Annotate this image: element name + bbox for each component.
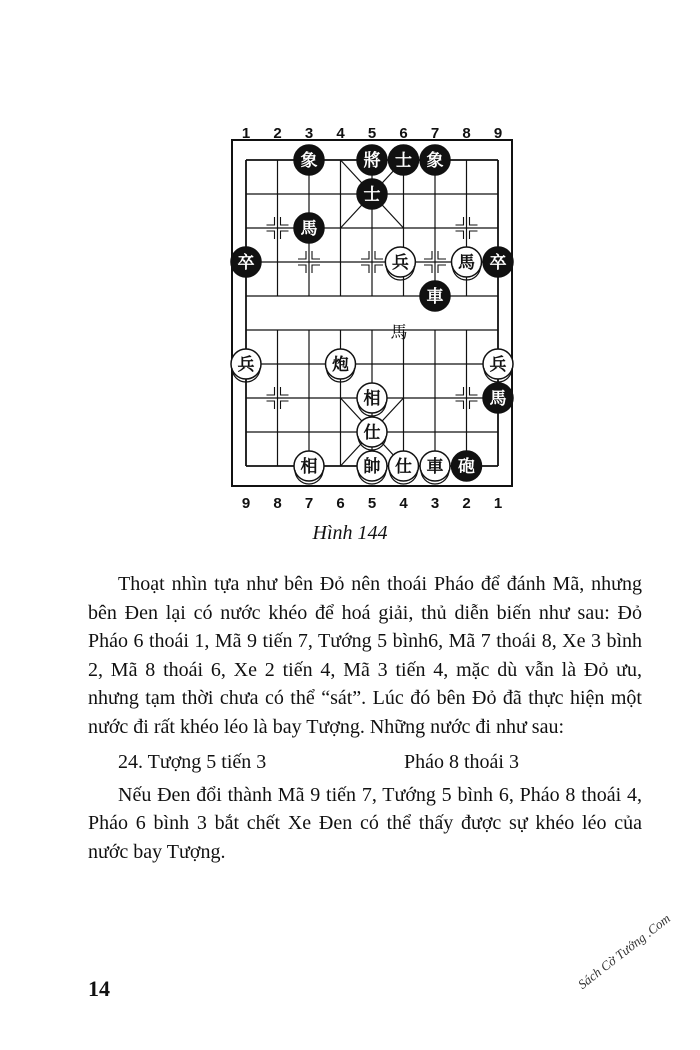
piece-label: 兵: [237, 355, 255, 375]
body-text: [88, 570, 642, 866]
move-line: [88, 748, 642, 777]
bottom-file-label: 7: [304, 495, 314, 512]
paragraph-2: Nếu Đen đổi thành Mã 9 tiến 7, Tướng 5 bình 6, Pháo 8 thoái 4, Pháo 6 bình 3 bắt chết Xe Đen có thể thấy được sự khéo léo của nước bay Tượng.: [88, 783, 642, 863]
bottom-file-label: 9: [241, 495, 251, 512]
top-file-label: 1: [241, 125, 251, 142]
piece-label: 砲: [458, 457, 475, 477]
top-file-label: 8: [462, 125, 471, 142]
bottom-file-label: 1: [493, 495, 503, 512]
bottom-file-label: 5: [367, 495, 377, 512]
black-move: Pháo 8 thoái 3: [404, 751, 519, 773]
piece-label: 帥: [363, 457, 381, 477]
figure-caption: Hình 144: [312, 522, 388, 544]
piece-label: 相: [363, 389, 381, 409]
piece-label: 象: [300, 151, 318, 171]
piece-black: [420, 145, 450, 175]
piece-label: 將: [363, 151, 381, 171]
piece-black: [357, 145, 387, 175]
top-file-label: 4: [336, 125, 345, 142]
top-file-label: 9: [493, 125, 503, 142]
bottom-file-label: 6: [336, 495, 345, 512]
piece-label: 士: [363, 185, 381, 205]
paragraph-1: Thoạt nhìn tựa như bên Đỏ nên thoái Pháo để đánh Mã, nhưng bên Đen lại có nước khéo để hoá giải, thủ diễn biến như sau: Đỏ Pháo 6 thoái 1, Mã 9 tiến 7, Tướng 5 bình6, Mã 7 thoái 8, Xe 3 bình 2, Mã 8 thoái 6, Xe 2 tiến 4, Mã 3 tiến 4, mặc dù vẫn là Đỏ ưu, nhưng tạm thời chưa có thể “sát”. Lúc đó bên Đỏ đã thực hiện một nước đi rất khéo léo là bay Tượng. Những nước đi như sau:: [88, 573, 642, 738]
piece-red: [357, 383, 387, 416]
river-horse-glyph: 馬: [390, 323, 408, 343]
piece-label: 相: [300, 457, 318, 477]
top-file-label: 6: [399, 125, 408, 142]
piece-red: [452, 247, 482, 280]
piece-label: 卒: [237, 253, 255, 273]
piece-black: [483, 247, 513, 277]
bottom-file-label: 8: [273, 495, 282, 512]
top-file-label: 7: [430, 125, 440, 142]
piece-black: [294, 213, 324, 243]
watermark-logo: Sách Cờ Tướng .Com: [575, 910, 674, 992]
piece-label: 象: [426, 151, 444, 171]
bottom-file-label: 3: [430, 495, 440, 512]
red-move: 24. Tượng 5 tiến 3: [118, 751, 267, 773]
piece-label: 馬: [300, 219, 318, 239]
page-number: 14: [88, 976, 110, 1001]
piece-red: [357, 451, 387, 484]
piece-label: 士: [395, 151, 412, 171]
piece-label: 兵: [489, 355, 507, 375]
piece-red: [420, 451, 450, 484]
bottom-file-label: 4: [399, 495, 408, 512]
piece-label: 兵: [391, 253, 409, 273]
piece-label: 卒: [489, 253, 507, 273]
piece-red: [483, 349, 513, 382]
piece-red: [231, 349, 261, 382]
bottom-file-label: 2: [462, 495, 471, 512]
piece-black: [357, 179, 387, 209]
piece-label: 馬: [458, 253, 475, 273]
piece-label: 仕: [395, 457, 412, 477]
piece-red: [357, 417, 387, 450]
piece-red: [326, 349, 356, 382]
piece-label: 車: [426, 287, 444, 307]
piece-black: [294, 145, 324, 175]
piece-red: [294, 451, 324, 484]
piece-black: [420, 281, 450, 311]
piece-label: 馬: [489, 389, 507, 409]
piece-label: 車: [426, 457, 444, 477]
piece-label: 仕: [363, 423, 381, 443]
piece-black: [389, 145, 419, 175]
piece-red: [385, 247, 415, 280]
piece-label: 炮: [332, 355, 349, 375]
piece-black: [231, 247, 261, 277]
top-file-label: 3: [304, 125, 314, 142]
piece-red: [389, 451, 419, 484]
top-file-label: 5: [367, 125, 377, 142]
top-file-label: 2: [273, 125, 282, 142]
piece-black: [452, 451, 482, 481]
piece-black: [483, 383, 513, 413]
